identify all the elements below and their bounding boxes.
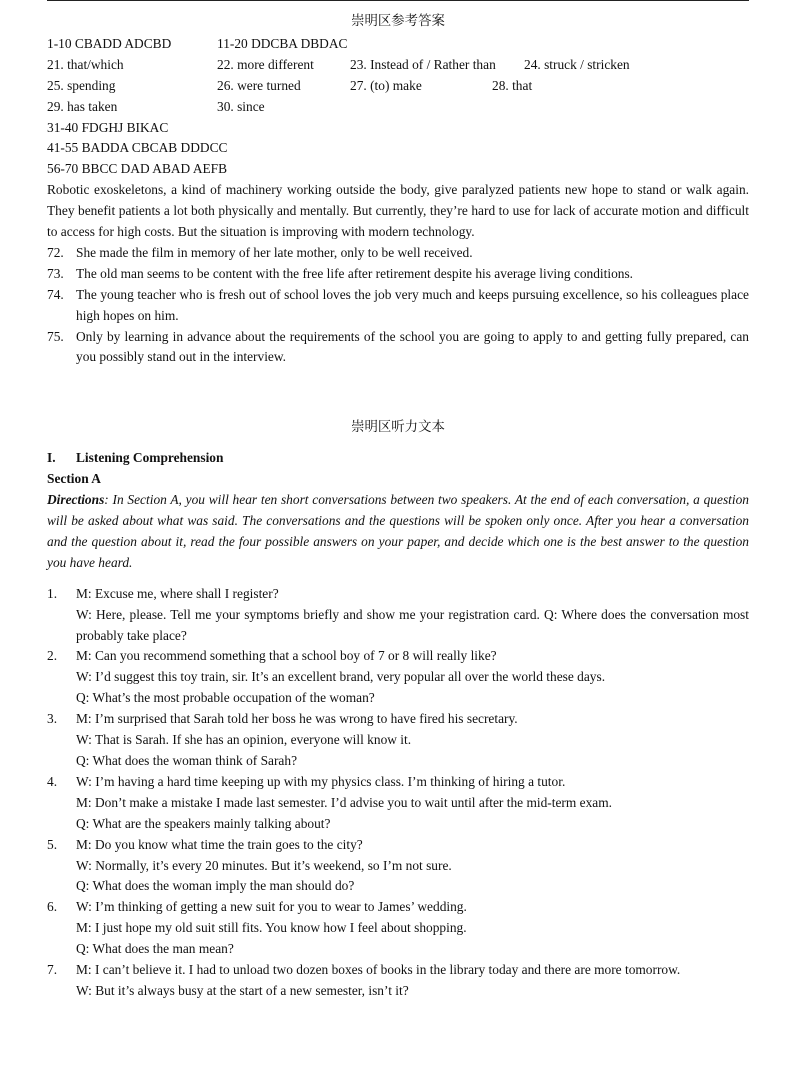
answer-cell: 21. that/which <box>47 56 124 72</box>
conversation-line: Q: What does the woman think of Sarah? <box>76 752 298 768</box>
item-text: Only by learning in advance about the requirements of the school you are going to apply to and getting fully prepared, can you possibly stand out in the interview. <box>76 328 749 365</box>
item-number: 6. <box>47 899 58 915</box>
answer-row-1 <box>47 34 749 55</box>
item-number: 4. <box>47 773 58 789</box>
translation-item <box>47 285 749 327</box>
answer-cell: 23. Instead of / Rather than <box>350 56 496 72</box>
conversation-line: W: Here, please. Tell me your symptoms briefly and show me your registration card. Q: Where does the conversation most probably take place? <box>76 606 749 643</box>
answer-cell: 22. more different <box>217 56 314 72</box>
conversation-line: W: I’m having a hard time keeping up with my physics class. I’m thinking of hiring a tutor. <box>76 773 566 789</box>
listening-title: 崇明区听力文本 <box>351 419 445 435</box>
conversation-line: Q: What are the speakers mainly talking about? <box>76 815 331 831</box>
item-number: 73. <box>47 265 64 281</box>
conversation-item <box>47 584 749 647</box>
conversation-item <box>47 709 749 772</box>
answer-cell: 28. that <box>492 77 533 93</box>
answer-cell: 24. struck / stricken <box>524 56 630 72</box>
answer-row-3 <box>47 76 749 97</box>
conversation-line: M: I’m surprised that Sarah told her boss he was wrong to have fired his secretary. <box>76 711 518 727</box>
directions-text: : In Section A, you will hear ten short conversations between two speakers. At the end of each conversation, a question will be asked about what was said. The conversations and the questions will be spoken only once. After you hear a conversation and the question about it, read the four possible answers on your paper, and decide which one is the best answer to the question you have heard. <box>47 492 749 570</box>
conversation-line: Q: What does the man mean? <box>76 941 234 957</box>
conversation-item <box>47 835 749 898</box>
item-number: 2. <box>47 648 58 664</box>
conversation-line: Q: What’s the most probable occupation of the woman? <box>76 690 375 706</box>
answer-cell: 30. since <box>217 98 265 114</box>
conversation-line: M: Don’t make a mistake I made last semester. I’d advise you to wait until after the mid-term exam. <box>76 794 612 810</box>
answer-row-2 <box>47 55 749 76</box>
part-heading <box>47 448 749 469</box>
answer-row-5 <box>47 118 749 139</box>
answer-cell: 26. were turned <box>217 77 301 93</box>
item-text: The young teacher who is fresh out of school loves the job very much and keeps pursuing excellence, so his colleagues place high hopes on him. <box>76 286 749 323</box>
conversation-line: Q: What does the woman imply the man should do? <box>76 878 355 894</box>
answers-title: 崇明区参考答案 <box>351 13 445 28</box>
part-title: Listening Comprehension <box>76 450 224 466</box>
conversation-line: W: But it’s always busy at the start of a new semester, isn’t it? <box>76 982 409 998</box>
item-text: The old man seems to be content with the free life after retirement despite his average living conditions. <box>76 265 634 281</box>
answer-cell: 1-10 CBADD ADCBD <box>47 36 172 51</box>
translation-item <box>47 327 749 369</box>
item-number: 75. <box>47 328 64 344</box>
conversation-line: W: That is Sarah. If she has an opinion, everyone will know it. <box>76 732 412 748</box>
translation-item <box>47 243 749 264</box>
directions-label: Directions <box>47 492 105 508</box>
top-rule <box>47 0 749 1</box>
conversation-line: W: I’d suggest this toy train, sir. It’s an excellent brand, very popular all over the world these days. <box>76 669 606 685</box>
item-number: 5. <box>47 836 58 852</box>
conversation-line: M: I can’t believe it. I had to unload two dozen boxes of books in the library today and there are more tomorrow. <box>76 962 681 978</box>
conversation-line: W: I’m thinking of getting a new suit for you to wear to James’ wedding. <box>76 899 467 915</box>
conversation-line: M: Excuse me, where shall I register? <box>76 585 279 601</box>
answer-cell: 31-40 FDGHJ BIKAC <box>47 119 169 135</box>
conversation-line: M: I just hope my old suit still fits. You know how I feel about shopping. <box>76 920 467 936</box>
part-number: I. <box>47 450 56 466</box>
item-number: 72. <box>47 244 64 260</box>
answer-row-4 <box>47 97 749 118</box>
conversation-item <box>47 960 749 1002</box>
answer-cell: 56-70 BBCC DAD ABAD AEFB <box>47 161 228 177</box>
conversation-item <box>47 646 749 709</box>
directions-paragraph <box>47 490 749 574</box>
answer-cell: 41-55 BADDA CBCAB DDDCC <box>47 140 228 156</box>
document-page <box>47 8 749 1002</box>
answer-cell: 11-20 DDCBA DBDAC <box>217 36 348 51</box>
conversation-line: W: Normally, it’s every 20 minutes. But it’s weekend, so I’m not sure. <box>76 857 452 873</box>
answer-cell: 25. spending <box>47 77 116 93</box>
conversation-item <box>47 897 749 960</box>
conversation-list <box>47 584 749 1002</box>
conversation-item <box>47 772 749 835</box>
translation-item <box>47 264 749 285</box>
item-number: 7. <box>47 962 58 978</box>
summary-paragraph: Robotic exoskeletons, a kind of machinery working outside the body, give paralyzed patients new hope to stand or walk again. They benefit patients a lot both physically and mentally. But currently, they’re hard to use for lack of accurate motion and difficult to access for high costs. But the situation is improving with modern technology. <box>47 182 749 240</box>
conversation-line: M: Can you recommend something that a school boy of 7 or 8 will really like? <box>76 648 497 664</box>
answer-cell: 27. (to) make <box>350 77 422 93</box>
section-heading: Section A <box>47 471 101 487</box>
item-number: 74. <box>47 286 64 302</box>
item-number: 1. <box>47 585 58 601</box>
answer-row-6 <box>47 138 749 159</box>
item-number: 3. <box>47 711 58 727</box>
conversation-line: M: Do you know what time the train goes to the city? <box>76 836 363 852</box>
item-text: She made the film in memory of her late mother, only to be well received. <box>76 244 473 260</box>
translation-list <box>47 243 749 368</box>
answer-row-7 <box>47 159 749 180</box>
answer-cell: 29. has taken <box>47 98 118 114</box>
